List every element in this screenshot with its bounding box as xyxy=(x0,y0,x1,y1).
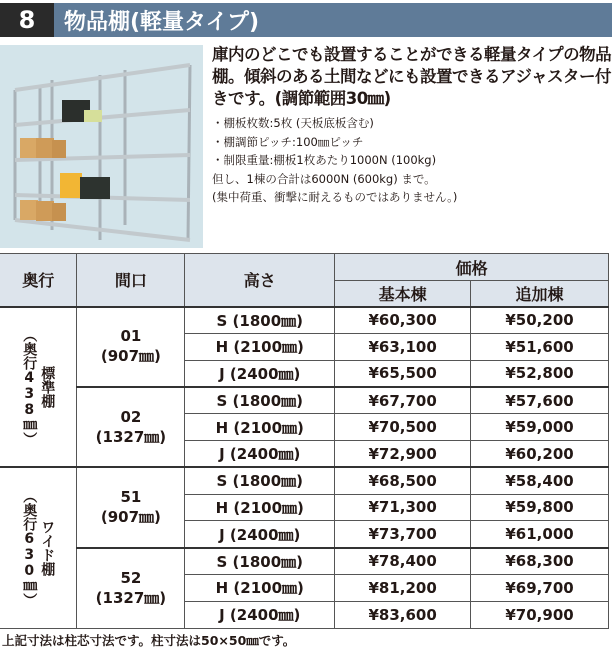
header-width: 間口 xyxy=(77,254,185,307)
additional-price-cell: ¥52,800 xyxy=(471,360,609,387)
additional-price-cell: ¥50,200 xyxy=(471,307,609,334)
height-cell: J (2400㎜) xyxy=(185,440,335,467)
width-size: (1327㎜) xyxy=(95,588,167,607)
header-additional: 追加棟 xyxy=(471,281,609,307)
additional-price-cell: ¥58,400 xyxy=(471,467,609,494)
height-cell: S (1800㎜) xyxy=(185,387,335,414)
depth-label: 標準棚 （奥行438㎜） xyxy=(21,327,56,446)
width-size: (907㎜) xyxy=(100,507,161,526)
height-cell: H (2100㎜) xyxy=(185,333,335,360)
width-code: 01 xyxy=(120,327,142,346)
width-cell xyxy=(77,467,185,547)
table-row xyxy=(0,387,609,414)
table-row xyxy=(0,548,609,575)
basic-price-cell: ¥71,300 xyxy=(335,494,471,521)
basic-price-cell: ¥70,500 xyxy=(335,414,471,441)
additional-price-cell: ¥69,700 xyxy=(471,574,609,601)
header-price: 価格 xyxy=(335,254,609,281)
width-code: 51 xyxy=(120,487,142,506)
height-cell: J (2400㎜) xyxy=(185,360,335,387)
basic-price-cell: ¥63,100 xyxy=(335,333,471,360)
basic-price-cell: ¥72,900 xyxy=(335,440,471,467)
height-cell: J (2400㎜) xyxy=(185,601,335,628)
width-size: (907㎜) xyxy=(100,347,161,366)
depth-cell xyxy=(0,307,77,468)
section-title: 物品棚(軽量タイプ) xyxy=(64,9,260,35)
height-cell: S (1800㎜) xyxy=(185,548,335,575)
additional-price-cell: ¥51,600 xyxy=(471,333,609,360)
spec-list xyxy=(212,114,612,207)
basic-price-cell: ¥67,700 xyxy=(335,387,471,414)
product-description xyxy=(212,44,612,207)
width-code: 02 xyxy=(120,407,142,426)
width-cell xyxy=(77,307,185,387)
lead-text: 庫内のどこでも設置することができる軽量タイプの物品棚。傾斜のある土間などにも設置できるアジャスター付きです。(調節範囲30㎜) xyxy=(212,45,612,108)
header-basic: 基本棟 xyxy=(335,281,471,307)
basic-price-cell: ¥65,500 xyxy=(335,360,471,387)
spec-item: (集中荷重、衝撃に耐えるものではありません。) xyxy=(212,190,458,204)
basic-price-cell: ¥78,400 xyxy=(335,548,471,575)
price-table xyxy=(0,253,609,629)
height-cell: H (2100㎜) xyxy=(185,414,335,441)
additional-price-cell: ¥57,600 xyxy=(471,387,609,414)
width-cell xyxy=(77,387,185,467)
header-height: 高さ xyxy=(185,254,335,307)
width-cell xyxy=(77,548,185,628)
section-number: 8 xyxy=(0,3,54,37)
depth-label: ワイド棚 （奥行630㎜） xyxy=(21,488,56,607)
width-size: (1327㎜) xyxy=(95,427,167,446)
footnote: 上記寸法は柱芯寸法です。柱寸法は50×50㎜です。 xyxy=(2,633,296,648)
product-photo xyxy=(0,45,203,248)
height-cell: S (1800㎜) xyxy=(185,307,335,334)
spec-item: ・制限重量:棚板1枚あたり1000N (100kg) xyxy=(212,153,437,167)
width-code: 52 xyxy=(120,568,142,587)
height-cell: H (2100㎜) xyxy=(185,574,335,601)
spec-item: 但し、1棟の合計は6000N (600kg) まで。 xyxy=(212,171,436,186)
height-cell: S (1800㎜) xyxy=(185,467,335,494)
additional-price-cell: ¥61,000 xyxy=(471,521,609,548)
additional-price-cell: ¥60,200 xyxy=(471,440,609,467)
header-depth: 奥行 xyxy=(0,254,77,307)
section-header xyxy=(0,3,612,37)
table-row xyxy=(0,307,609,334)
additional-price-cell: ¥70,900 xyxy=(471,601,609,628)
basic-price-cell: ¥83,600 xyxy=(335,601,471,628)
additional-price-cell: ¥59,800 xyxy=(471,494,609,521)
additional-price-cell: ¥59,000 xyxy=(471,414,609,441)
basic-price-cell: ¥60,300 xyxy=(335,307,471,334)
spec-item: ・棚板枚数:5枚 (天板底板含む) xyxy=(212,116,374,130)
additional-price-cell: ¥68,300 xyxy=(471,548,609,575)
basic-price-cell: ¥73,700 xyxy=(335,521,471,548)
basic-price-cell: ¥68,500 xyxy=(335,467,471,494)
basic-price-cell: ¥81,200 xyxy=(335,574,471,601)
height-cell: H (2100㎜) xyxy=(185,494,335,521)
height-cell: J (2400㎜) xyxy=(185,521,335,548)
depth-cell xyxy=(0,467,77,628)
table-row xyxy=(0,467,609,494)
spec-item: ・棚調節ピッチ:100㎜ピッチ xyxy=(212,134,364,149)
